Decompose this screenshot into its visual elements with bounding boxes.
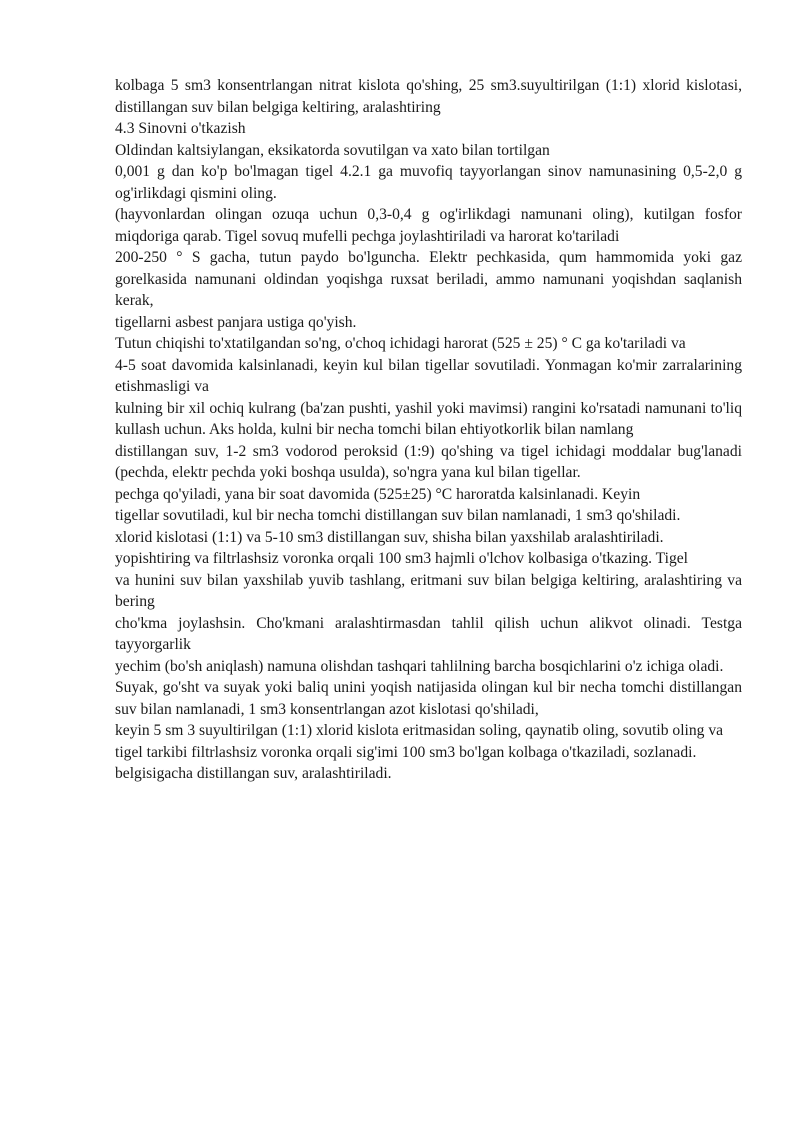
paragraph: Oldindan kaltsiylangan, eksikatorda sovutilgan va xato bilan tortilgan bbox=[115, 141, 550, 159]
paragraph: keyin 5 sm 3 suyultirilgan (1:1) xlorid kislota eritmasidan soling, qaynatib oling, sovutib oling va bbox=[115, 722, 724, 739]
paragraph: 200-250 ° S gacha, tutun paydo bo'lguncha. Elektr pechkasida, qum hammomida yoki gaz gorelkasida namunani oldindan yoqishga ruxsat beriladi, ammo namunani yoqishdan saqlanish kerak, bbox=[115, 249, 742, 309]
paragraph: pechga qo'yiladi, yana bir soat davomida (525±25) °C haroratda kalsinlanadi. Keyin bbox=[115, 485, 641, 503]
paragraph: yechim (bo'sh aniqlash) namuna olishdan tashqari tahlilning barcha bosqichlarini o'z ichiga oladi. bbox=[115, 657, 724, 675]
paragraph: 4-5 soat davomida kalsinlanadi, keyin kul bilan tigellar sovutiladi. Yonmagan ko'mir zarralarining etishmasligi va bbox=[115, 356, 742, 395]
paragraph: va hunini suv bilan yaxshilab yuvib tashlang, eritmani suv bilan belgiga keltiring, aralashtiring va bering bbox=[115, 571, 742, 610]
paragraph: yopishtiring va filtrlashsiz voronka orqali 100 sm3 hajmli o'lchov kolbasiga o'tkazing. Tigel bbox=[115, 550, 688, 567]
paragraph: Tutun chiqishi to'xtatilgandan so'ng, o'choq ichidagi harorat (525 ± 25) ° C ga ko'tariladi va bbox=[115, 335, 686, 352]
paragraph: tigellarni asbest panjara ustiga qo'yish. bbox=[115, 313, 357, 331]
paragraph: kolbaga 5 sm3 konsentrlangan nitrat kislota qo'shing, 25 sm3.suyultirilgan (1:1) xlorid kislotasi, distillangan suv bilan belgiga keltiring, aralashtiring bbox=[115, 77, 742, 116]
paragraph: Suyak, go'sht va suyak yoki baliq unini yoqish natijasida olingan kul bir necha tomchi distillangan suv bilan namlanadi, 1 sm3 konsentrlangan azot kislotasi qo'shiladi, bbox=[115, 679, 742, 718]
paragraph: tigellar sovutiladi, kul bir necha tomchi distillangan suv bilan namlanadi, 1 sm3 qo'shiladi. bbox=[115, 507, 681, 524]
paragraph: kulning bir xil ochiq kulrang (ba'zan pushti, yashil yoki mavimsi) rangini ko'rsatadi namunani to'liq kullash uchun. Aks holda, kulni bir necha tomchi bilan ehtiyotkorlik bilan namlang bbox=[115, 399, 742, 438]
paragraph: xlorid kislotasi (1:1) va 5-10 sm3 distillangan suv, shisha bilan yaxshilab aralashtiriladi. bbox=[115, 528, 664, 546]
paragraph: belgisigacha distillangan suv, aralashtiriladi. bbox=[115, 765, 392, 782]
paragraph: (hayvonlardan olingan ozuqa uchun 0,3-0,4 g og'irlikdagi namunani oling), kutilgan fosfor miqdoriga qarab. Tigel sovuq mufelli pechga joylashtiriladi va harorat ko'tariladi bbox=[115, 206, 742, 245]
document-page bbox=[115, 75, 742, 785]
paragraph: tigel tarkibi filtrlashsiz voronka orqali sig'imi 100 sm3 bo'lgan kolbaga o'tkaziladi, sozlanadi. bbox=[115, 743, 697, 761]
paragraph: cho'kma joylashsin. Cho'kmani aralashtirmasdan tahlil qilish uchun alikvot olinadi. Testga tayyorgarlik bbox=[115, 614, 742, 653]
paragraph: distillangan suv, 1-2 sm3 vodorod peroksid (1:9) qo'shing va tigel ichidagi moddalar bug'lanadi (pechda, elektr pechda yoki boshqa usulda), so'ngra yana kul bilan tigellar. bbox=[115, 442, 742, 481]
paragraph: 0,001 g dan ko'p bo'lmagan tigel 4.2.1 ga muvofiq tayyorlangan sinov namunasining 0,5-2,0 g og'irlikdagi qismini oling. bbox=[115, 163, 742, 202]
paragraph: 4.3 Sinovni o'tkazish bbox=[115, 120, 246, 137]
